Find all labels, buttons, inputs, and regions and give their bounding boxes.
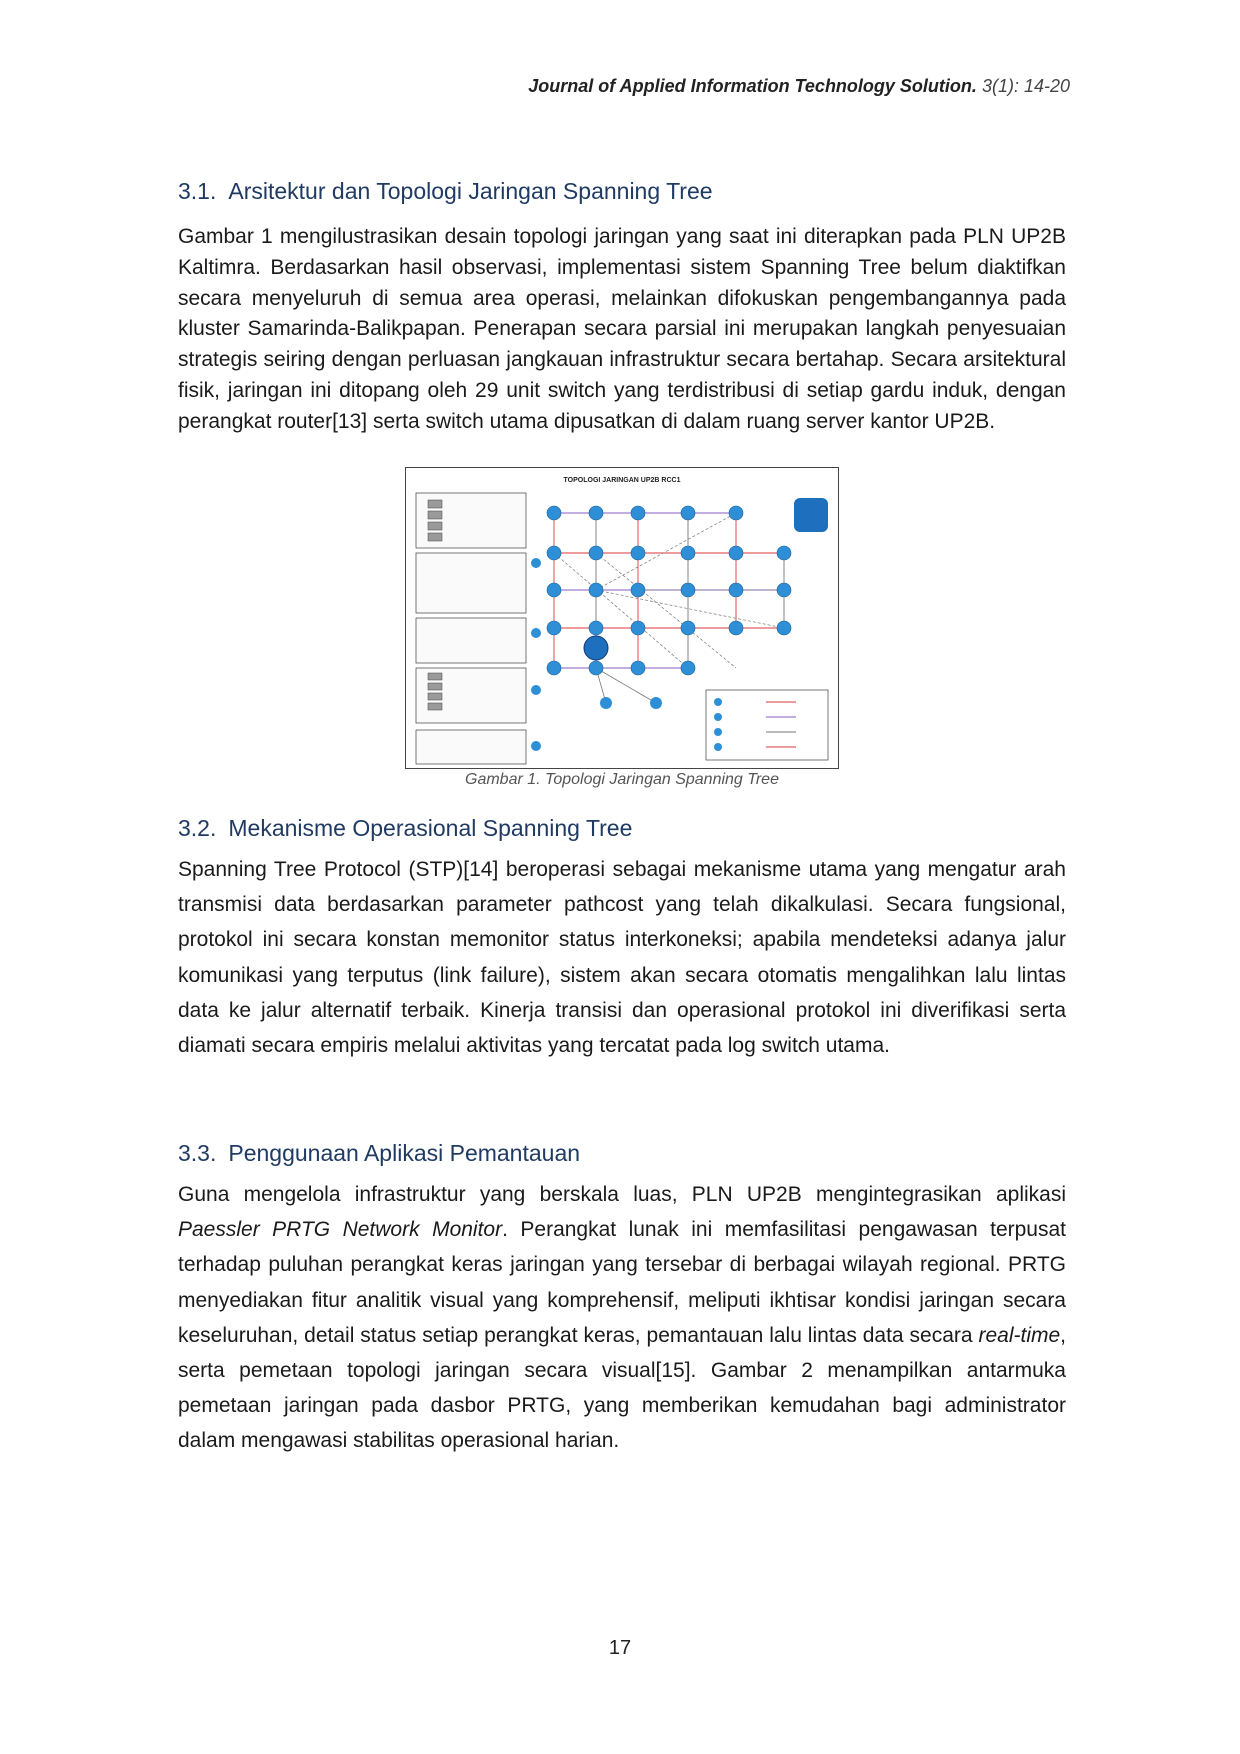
legend-box: [706, 690, 828, 760]
section-number: 3.2.: [178, 815, 217, 841]
switch-icon: [589, 621, 603, 635]
server-rack-icon: [428, 533, 442, 541]
switch-icon: [729, 506, 743, 520]
italic-term: real-time: [978, 1323, 1061, 1347]
section-paragraph-3-1: Gambar 1 mengilustrasikan desain topologi jaringan yang saat ini diterapkan pada PLN UP2B Kaltimra. Berdasarkan hasil observasi, implementasi sistem Spanning Tree belum diaktifkan secara menyeluruh di semua area operasi, melainkan difokuskan pengembangannya pada kluster Samarinda-Balikpapan. Penerapan secara parsial ini merupakan langkah penyesuaian strategis seiring dengan perluasan jangkauan infrastruktur secara bertahap. Secara arsitektural fisik, jaringan ini ditopang oleh 29 unit switch yang terdistribusi di setiap gardu induk, dengan perangkat router[13] serta switch utama dipusatkan di dalam ruang server kantor UP2B.: [178, 225, 1066, 433]
dashed-link: [596, 553, 736, 668]
server-rack-icon: [428, 673, 442, 680]
server-rack-icon: [428, 683, 442, 690]
section-number: 3.1.: [178, 178, 217, 204]
figure-caption: Gambar 1. Topologi Jaringan Spanning Tree: [465, 771, 779, 788]
switch-icon: [681, 621, 695, 635]
section-heading-3-3: [178, 1140, 580, 1167]
legend-icon: [714, 743, 722, 751]
switch-icon: [631, 583, 645, 597]
topology-figure: [405, 467, 839, 769]
switch-icon: [631, 661, 645, 675]
switch-icon: [631, 506, 645, 520]
server-rack-icon: [428, 500, 442, 508]
switch-icon: [681, 546, 695, 560]
switch-icon: [729, 621, 743, 635]
switch-icon: [681, 661, 695, 675]
paragraph-text: . Perangkat lunak ini memfasilitasi pengawasan terpusat terhadap puluhan perangkat keras jaringan yang tersebar di berbagai wilayah regional. PRTG menyediakan fitur analitik visual yang komprehensif, meliputi ikhtisar kondisi jaringan secara keseluruhan, detail status setiap perangkat keras, pemantauan lalu lintas data secara: [178, 1218, 1066, 1347]
running-header: [528, 76, 1070, 97]
switch-icon: [729, 583, 743, 597]
switch-icon: [547, 583, 561, 597]
page-number: 17: [608, 1637, 632, 1659]
switch-icon: [547, 506, 561, 520]
core-switch-icon: [584, 636, 608, 660]
network-hub-icon: [794, 498, 828, 532]
figure-title: TOPOLOGI JARINGAN UP2B RCC1: [563, 477, 681, 484]
paragraph-text: , serta pemetaan topologi jaringan secara visual[15]. Gambar 2 menampilkan antarmuka pemetaan jaringan pada dasbor PRTG, yang memberikan kemudahan bagi administrator dalam mengawasi stabilitas operasional harian.: [178, 1323, 1066, 1453]
switch-icon: [777, 621, 791, 635]
section-heading-3-2: [178, 815, 632, 842]
dashed-link: [554, 553, 688, 668]
switch-icon: [631, 546, 645, 560]
switch-icon: [729, 546, 743, 560]
router-icon: [531, 741, 541, 751]
switch-icon: [777, 546, 791, 560]
section-paragraph-3-2: Spanning Tree Protocol (STP)[14] beroperasi sebagai mekanisme utama yang mengatur arah transmisi data berdasarkan parameter pathcost yang telah dikalkulasi. Secara fungsional, protokol ini secara konstan memonitor status interkoneksi; apabila mendeteksi adanya jalur komunikasi yang terputus (link failure), sistem akan secara otomatis mengalihkan lalu lintas data ke jalur alternatif terbaik. Kinerja transisi dan operasional protokol ini diverifikasi serta diamati secara empiris melalui aktivitas yang tercatat pada log switch utama.: [178, 858, 1066, 1058]
router-icon: [531, 558, 541, 568]
paragraph-text: Guna mengelola infrastruktur yang berskala luas, PLN UP2B mengintegrasikan aplikasi: [178, 1183, 1066, 1206]
switch-icon: [600, 697, 612, 709]
switch-icon: [547, 621, 561, 635]
switch-icon: [650, 697, 662, 709]
switch-icon: [547, 546, 561, 560]
switch-icon: [631, 621, 645, 635]
section-title: Penggunaan Aplikasi Pemantauan: [228, 1140, 581, 1166]
legend-icon: [714, 713, 722, 721]
switch-icon: [589, 583, 603, 597]
router-icon: [531, 628, 541, 638]
legend-icon: [714, 728, 722, 736]
server-rack-icon: [428, 693, 442, 700]
switch-icon: [547, 661, 561, 675]
server-rack-icon: [428, 703, 442, 710]
section-title: Mekanisme Operasional Spanning Tree: [228, 815, 633, 841]
switch-icon: [681, 583, 695, 597]
section-number: 3.3.: [178, 1140, 217, 1166]
switch-icon: [589, 661, 603, 675]
dashed-link: [596, 513, 736, 590]
switch-icon: [777, 583, 791, 597]
section-paragraph-3-3: [178, 1177, 1066, 1459]
site-box: [416, 730, 526, 764]
switch-icon: [589, 546, 603, 560]
switch-icon: [681, 506, 695, 520]
section-title: Arsitektur dan Topologi Jaringan Spanning Tree: [228, 178, 713, 204]
topology-diagram: [406, 468, 838, 768]
switch-icon: [589, 506, 603, 520]
site-box: [416, 553, 526, 613]
server-rack-icon: [428, 522, 442, 530]
product-name: Paessler PRTG Network Monitor: [178, 1218, 503, 1242]
journal-volume: 3(1): 14-20: [981, 76, 1070, 96]
journal-name: Journal of Applied Information Technology Solution.: [528, 76, 977, 96]
section-heading-3-1: [178, 178, 713, 205]
legend-icon: [714, 698, 722, 706]
router-icon: [531, 685, 541, 695]
site-box: [416, 618, 526, 663]
server-rack-icon: [428, 511, 442, 519]
